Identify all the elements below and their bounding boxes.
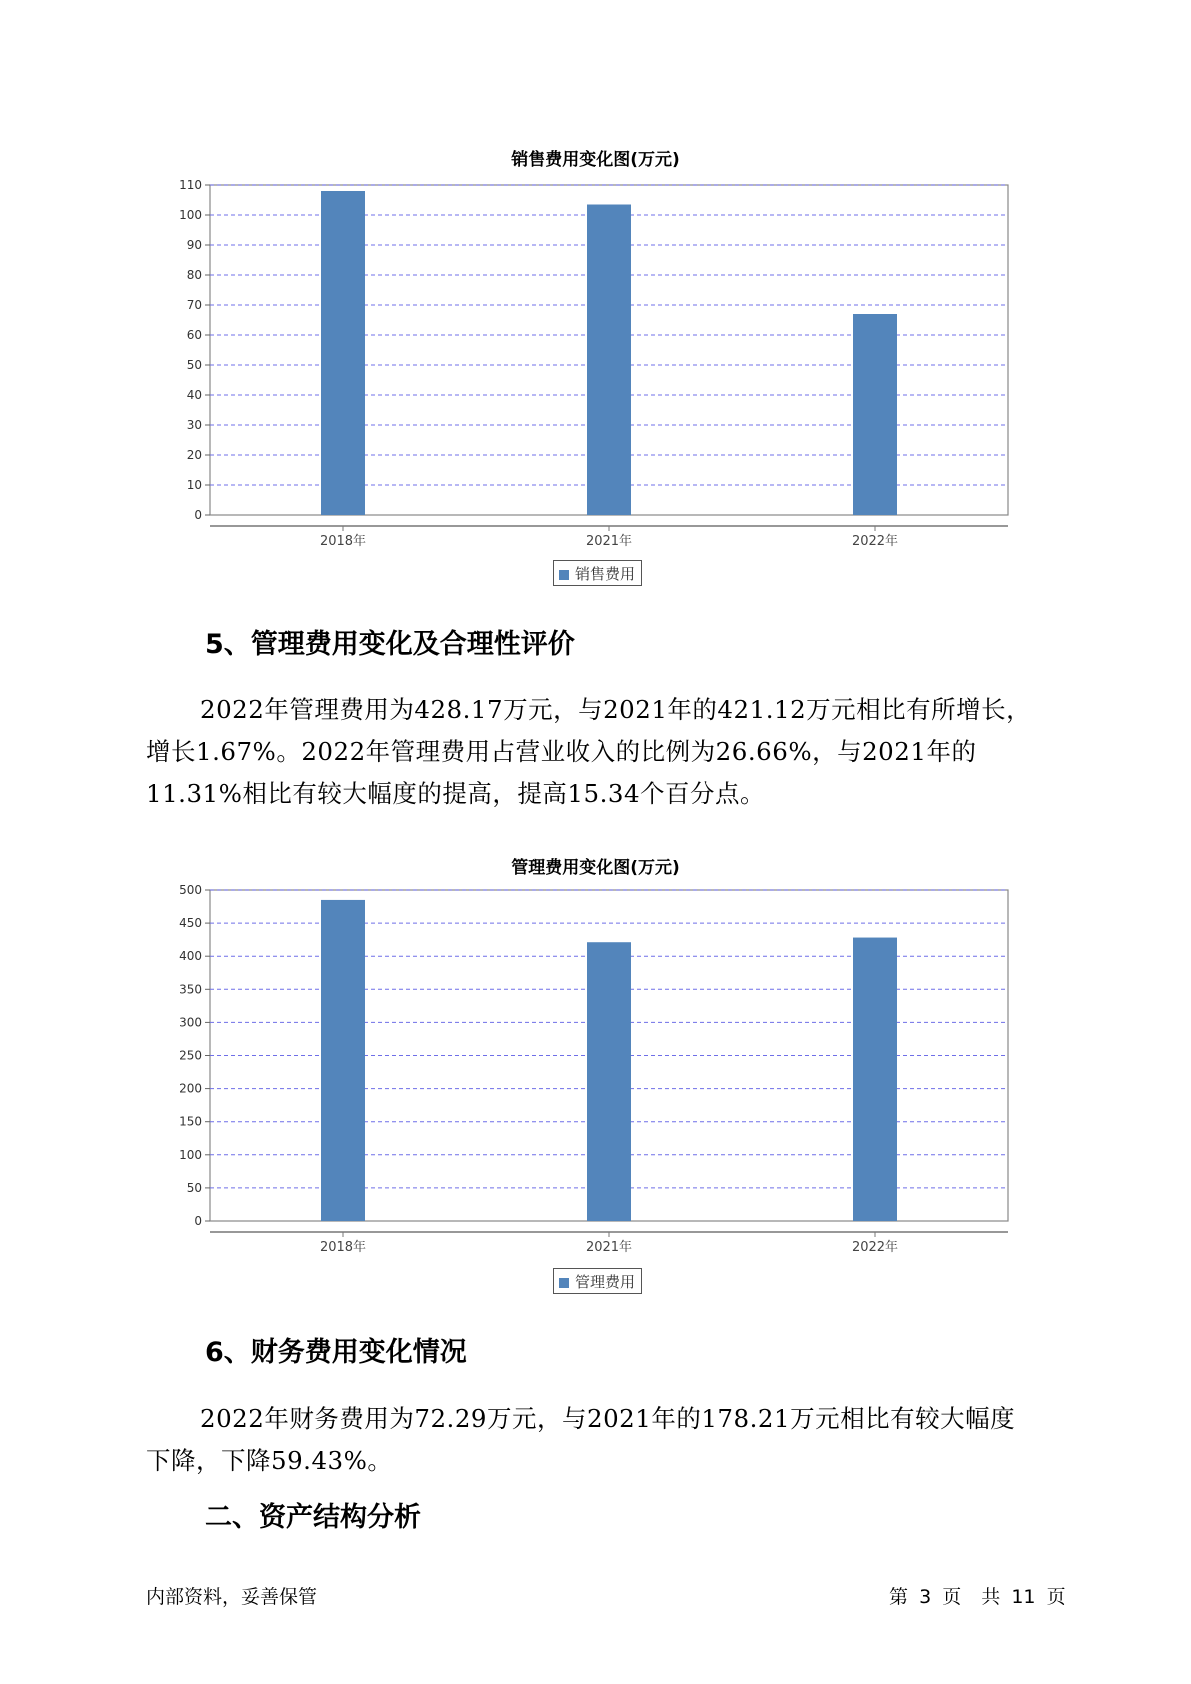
page-label-c: 页 xyxy=(1046,1586,1066,1608)
section5-line-3: 11.31%相比有较大幅度的提高，提高15.34个百分点。 xyxy=(146,779,766,808)
x-tick-label: 2022年 xyxy=(851,1240,899,1255)
y-tick-label: 350 xyxy=(179,982,202,997)
page-total: 11 xyxy=(1011,1586,1036,1608)
bar xyxy=(587,942,631,1221)
y-tick-label: 0 xyxy=(194,1214,202,1228)
x-tick-label: 2021年 xyxy=(585,1240,633,1255)
page-number xyxy=(884,1582,1066,1609)
chart2-title: 管理费用变化图(万元) xyxy=(511,858,680,878)
y-tick-label: 0 xyxy=(194,508,202,522)
page-total-label: 共 xyxy=(981,1586,1001,1608)
y-tick-label: 20 xyxy=(186,448,202,462)
y-tick-label: 40 xyxy=(186,388,202,402)
page-label-b: 页 xyxy=(942,1586,962,1608)
y-tick-label: 90 xyxy=(186,238,202,252)
section6-paragraph xyxy=(146,1398,1066,1482)
section5-line-1: 2022年管理费用为428.17万元，与2021年的421.12万元相比有所增长， xyxy=(200,695,1032,724)
chart1-legend-label: 销售费用 xyxy=(575,565,636,583)
chart1-title: 销售费用变化图(万元) xyxy=(511,150,680,170)
x-tick-label: 2022年 xyxy=(851,534,899,549)
x-tick-label: 2021年 xyxy=(585,534,633,549)
chart2-legend-label: 管理费用 xyxy=(575,1273,636,1291)
y-tick-label: 150 xyxy=(179,1114,202,1129)
section6-line-1: 2022年财务费用为72.29万元，与2021年的178.21万元相比有较大幅度 xyxy=(200,1404,1016,1433)
section6-line-2: 下降，下降59.43%。 xyxy=(146,1446,393,1475)
page-label-a: 第 xyxy=(889,1586,909,1608)
chart2-legend xyxy=(553,1268,642,1294)
y-tick-label: 70 xyxy=(186,298,202,312)
y-tick-label: 50 xyxy=(186,358,202,372)
section6-heading: 6、财务费用变化情况 xyxy=(205,1337,467,1368)
y-tick-label: 100 xyxy=(179,208,202,222)
y-tick-label: 500 xyxy=(179,883,202,897)
legend-swatch xyxy=(559,1278,569,1288)
y-tick-label: 30 xyxy=(186,418,202,432)
y-tick-label: 110 xyxy=(179,178,202,192)
y-tick-label: 400 xyxy=(179,949,202,964)
y-tick-label: 60 xyxy=(186,328,202,342)
y-tick-label: 200 xyxy=(179,1081,202,1096)
y-tick-label: 450 xyxy=(179,916,202,931)
page-current: 3 xyxy=(919,1586,932,1608)
y-tick-label: 300 xyxy=(179,1015,202,1030)
x-tick-label: 2018年 xyxy=(319,1240,367,1255)
bar xyxy=(321,900,365,1221)
section2-heading: 二、资产结构分析 xyxy=(205,1502,421,1533)
footer-note: 内部资料，妥善保管 xyxy=(146,1586,318,1608)
section5-line-2: 增长1.67%。2022年管理费用占营业收入的比例为26.66%，与2021年的 xyxy=(146,737,977,766)
y-tick-label: 100 xyxy=(179,1147,202,1162)
x-tick-label: 2018年 xyxy=(319,534,367,549)
y-tick-label: 80 xyxy=(186,268,202,282)
bar xyxy=(853,938,897,1221)
y-tick-label: 250 xyxy=(179,1048,202,1063)
y-tick-label: 50 xyxy=(186,1180,202,1195)
y-tick-label: 10 xyxy=(186,478,202,492)
section5-heading: 5、管理费用变化及合理性评价 xyxy=(205,629,575,660)
